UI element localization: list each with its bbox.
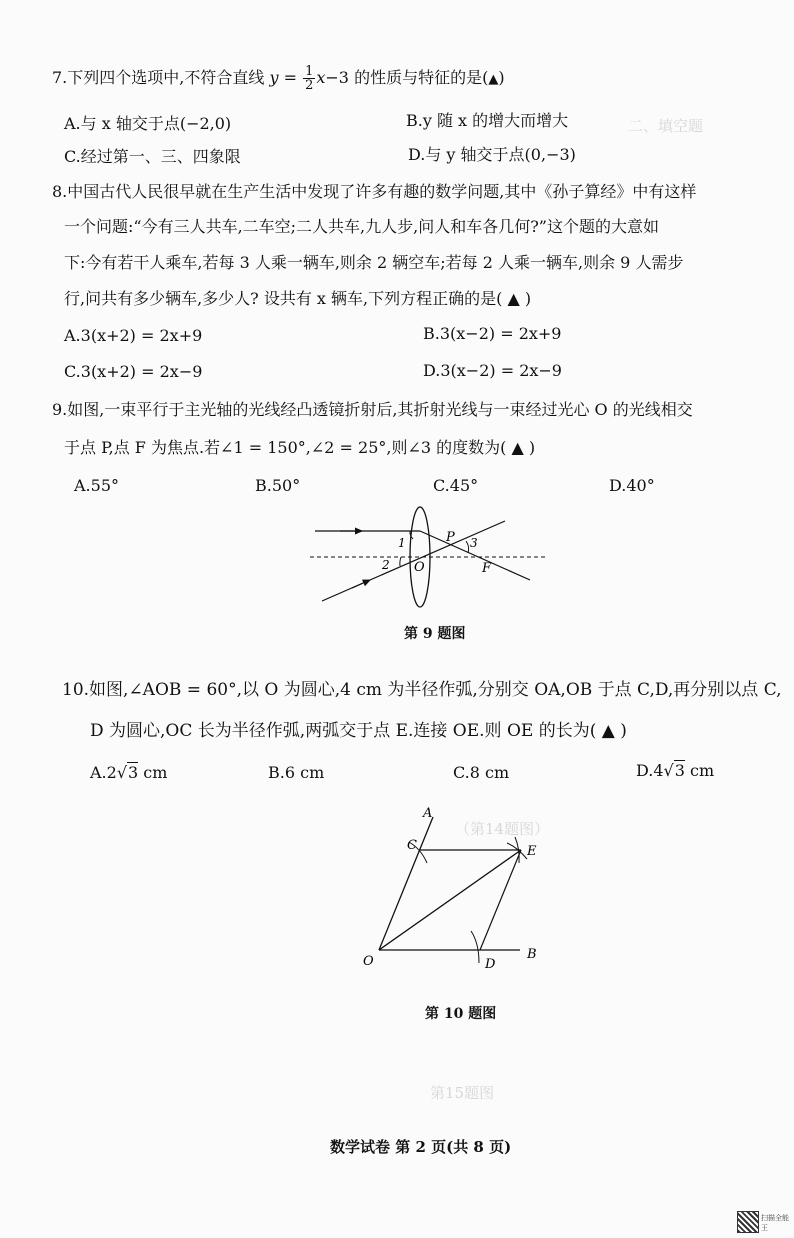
q10-construction-figure (355, 805, 555, 975)
label-point-o: O (414, 560, 425, 575)
q7-option-c: C.经过第一、三、四象限 (64, 147, 241, 166)
q8-line-4: 行,问共有多少辆车,多少人? 设共有 x 辆车,下列方程正确的是( ▲ ) (64, 289, 532, 308)
label-point-f: F (482, 561, 492, 576)
label-o: O (363, 954, 374, 969)
q7-option-a: A.与 x 轴交于点(−2,0) (64, 114, 232, 133)
q7-stem: 7.下列四个选项中,不符合直线 y = $\frac{1}{2}$ x−3 的性质与特征的是(▲) (52, 64, 505, 93)
q8-line-2: 一个问题:“今有三人共车,二车空;二人共车,九人步,问人和车各几何?”这个题的大意如 (64, 217, 659, 236)
q9-option-b: B.50° (255, 476, 301, 495)
q9-lens-figure (300, 505, 550, 615)
q8-line-1: 8.中国古代人民很早就在生产生活中发现了许多有趣的数学问题,其中《孙子算经》中有这样 (52, 182, 697, 201)
q9-caption: 第 9 题图 (404, 626, 466, 642)
answer-blank-mark: ▲ (488, 72, 499, 87)
segment-oe (379, 850, 521, 950)
label-e: E (527, 844, 537, 859)
q7-option-d: D.与 y 轴交于点(0,−3) (408, 145, 576, 164)
scanner-watermark: 扫描全能王 (761, 1214, 789, 1232)
label-angle-3: 3 (470, 536, 478, 550)
q8-line-3: 下:今有若干人乘车,若每 3 人乘一辆车,则余 2 辆空车;若每 2 人乘一辆车,则余 9 人需步 (64, 253, 684, 272)
label-point-p: P (446, 530, 455, 545)
angle-2-arc (400, 557, 401, 566)
q10-option-d: D.4√3 cm (636, 761, 715, 780)
arc-at-d (471, 931, 479, 963)
q8-option-c: C.3(x+2) = 2x−9 (64, 362, 203, 381)
q10-option-b: B.6 cm (268, 763, 325, 782)
ghost-mark: 二、填空题 (628, 117, 704, 135)
q7-option-b: B.y 随 x 的增大而增大 (406, 111, 569, 130)
q8-option-a: A.3(x+2) = 2x+9 (64, 326, 203, 345)
page-footer: 数学试卷 第 2 页(共 8 页) (330, 1138, 512, 1156)
q10-line-1: 10.如图,∠AOB = 60°,以 O 为圆心,4 cm 为半径作弧,分别交 OA,OB 于点 C,D,再分别以点 C, (62, 680, 782, 700)
label-b: B (527, 947, 537, 962)
q9-option-d: D.40° (609, 476, 655, 495)
label-c: C (407, 838, 417, 853)
q10-option-a: A.2√3 cm (90, 763, 168, 782)
label-a: A (423, 806, 433, 821)
q9-option-c: C.45° (433, 476, 479, 495)
arc-near-e-1 (507, 843, 527, 859)
qr-code-icon (737, 1211, 759, 1233)
q9-line-2: 于点 P,点 F 为焦点.若∠1 = 150°,∠2 = 25°,则∠3 的度数为( ▲ ) (64, 438, 536, 457)
q8-option-b: B.3(x−2) = 2x+9 (423, 324, 562, 343)
ghost-mark: 第15题图 (430, 1084, 495, 1102)
center-ray-arrow (352, 580, 370, 588)
fraction-one-half: $\frac{1}{2}$ (305, 64, 314, 93)
convex-lens (410, 507, 430, 607)
ray-oa (379, 817, 433, 950)
label-angle-1: 1 (398, 536, 406, 550)
q8-option-d: D.3(x−2) = 2x−9 (423, 361, 562, 380)
q10-caption: 第 10 题图 (425, 1006, 497, 1022)
q9-line-1: 9.如图,一束平行于主光轴的光线经凸透镜折射后,其折射光线与一束经过光心 O 的光线相交 (52, 400, 693, 419)
ghost-mark: （第14题图） (455, 820, 550, 838)
q10-line-2: D 为圆心,OC 长为半径作弧,两弧交于点 E.连接 OE.则 OE 的长为( ▲ ) (90, 721, 627, 741)
q9-option-a: A.55° (74, 476, 119, 495)
label-angle-2: 2 (382, 558, 390, 572)
label-d: D (485, 957, 496, 972)
q10-option-c: C.8 cm (453, 763, 510, 782)
